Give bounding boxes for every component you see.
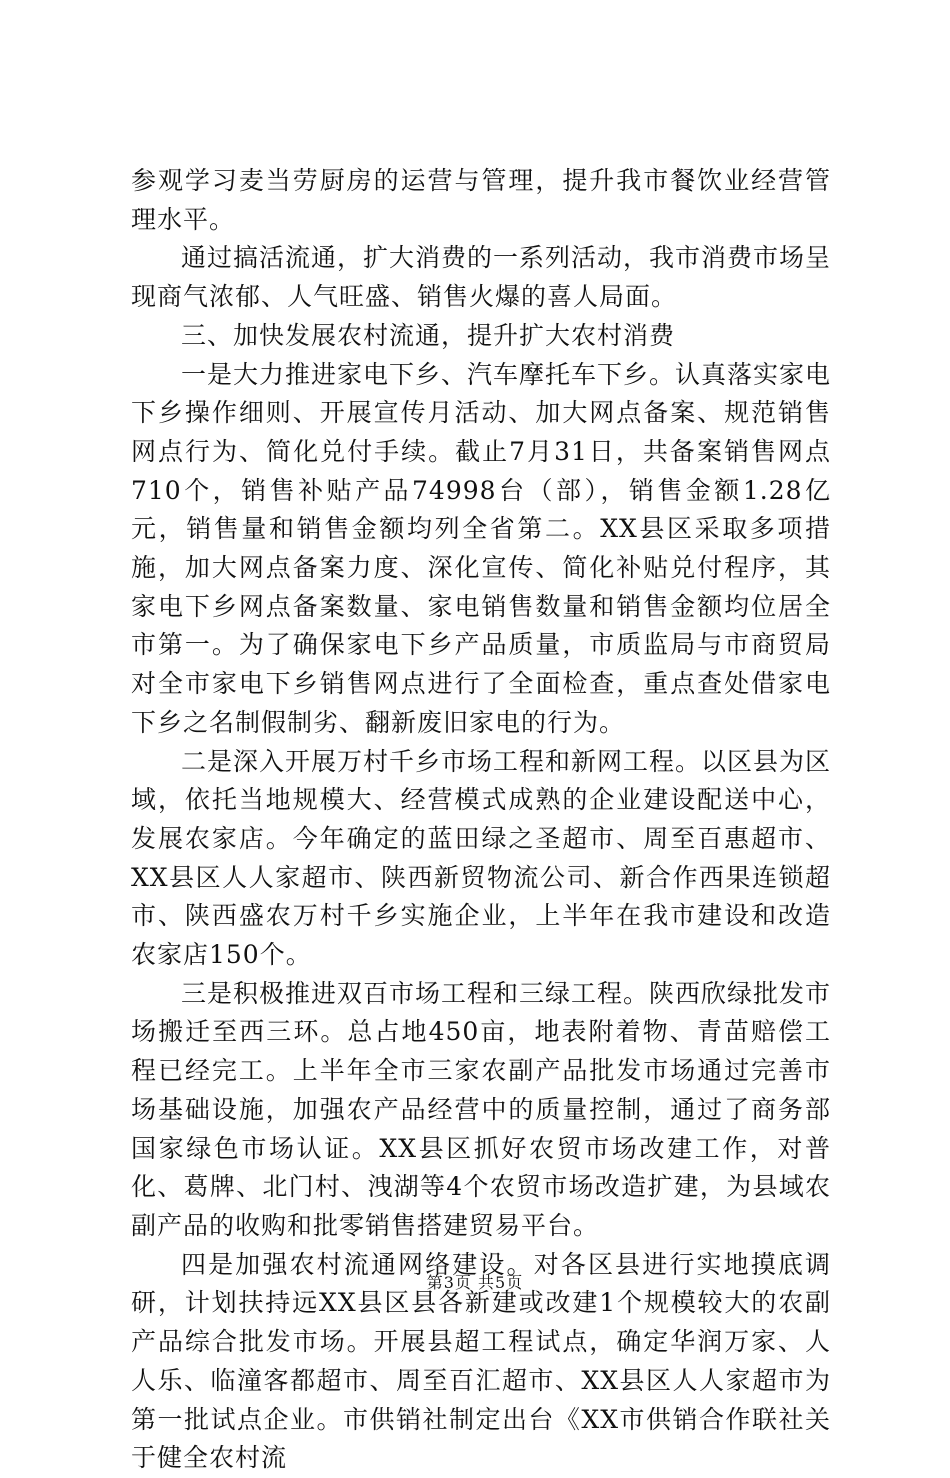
paragraph-item-4: 四是加强农村流通网络建设。对各区县进行实地摸底调研，计划扶持远XX县区县各新建或改建1个规模较大的农副产品综合批发市场。开展县超工程试点，确定华润万家、人人乐、临潼客都超市、周至百汇超市、XX县区人人家超市为第一批试点企业。市供销社制定出台《XX市供销合作联社关于健全农村流: [131, 1249, 831, 1473]
paragraph-continuation: 参观学习麦当劳厨房的运营与管理，提升我市餐饮业经营管理水平。: [131, 166, 831, 234]
section-heading: 三、加快发展农村流通，提升扩大农村消费: [181, 320, 676, 350]
page-number-footer: 第3页 共5页: [426, 1273, 524, 1292]
paragraph-item-2: 二是深入开展万村千乡市场工程和新网工程。以区县为区域，依托当地规模大、经营模式成熟的企业建设配送中心，发展农家店。今年确定的蓝田绿之圣超市、周至百惠超市、XX县区人人家超市、陕西新贸物流公司、新合作西果连锁超市、陕西盛农万村千乡实施企业，上半年在我市建设和改造农家店150个。: [131, 746, 832, 970]
paragraph-summary: 通过搞活流通，扩大消费的一系列活动，我市消费市场呈现商气浓郁、人气旺盛、销售火爆的喜人局面。: [131, 243, 832, 312]
paragraph-item-1: 一是大力推进家电下乡、汽车摩托车下乡。认真落实家电下乡操作细则、开展宣传月活动、加大网点备案、规范销售网点行为、简化兑付手续。截止7月31日，共备案销售网点710个，销售补贴产品74998台（部），销售金额1.28亿元，销售量和销售金额均列全省第二。XX县区采取多项措施，加大网点备案力度、深化宣传、简化补贴兑付程序，其家电下乡网点备案数量、家电销售数量和销售金额均位居全市第一。为了确保家电下乡产品质量，市质监局与市商贸局对全市家电下乡销售网点进行了全面检查，重点查处借家电下乡之名制假制劣、翻新废旧家电的行为。: [131, 359, 832, 737]
paragraph-item-3: 三是积极推进双百市场工程和三绿工程。陕西欣绿批发市场搬迁至西三环。总占地450亩，地表附着物、青苗赔偿工程已经完工。上半年全市三家农副产品批发市场通过完善市场基础设施，加强农产品经营中的质量控制，通过了商务部国家绿色市场认证。XX县区抓好农贸市场改建工作，对普化、葛牌、北门村、洩湖等4个农贸市场改造扩建，为县域农副产品的收购和批零销售搭建贸易平台。: [131, 978, 832, 1240]
